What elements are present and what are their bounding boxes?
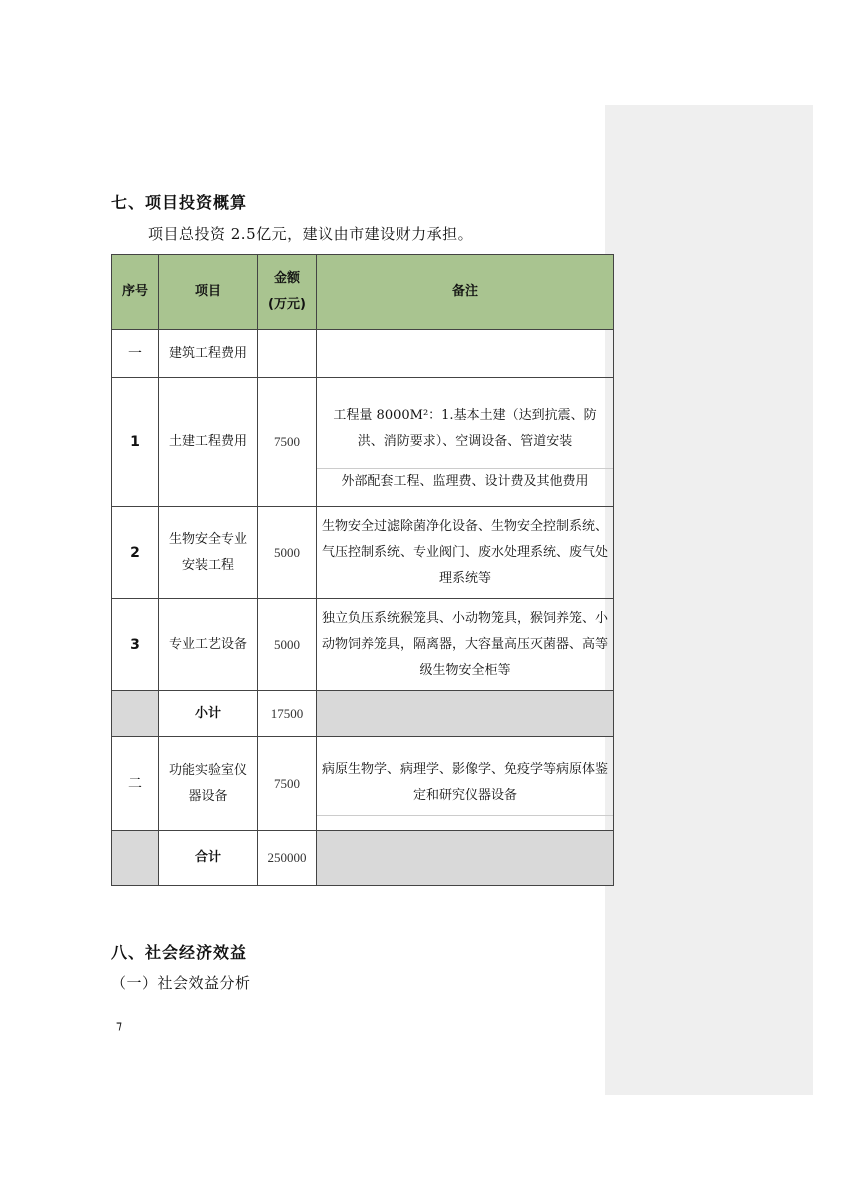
row-item: 建筑工程费用 — [159, 330, 258, 378]
row-item: 小计 — [159, 691, 258, 737]
row-note — [317, 831, 614, 886]
header-amount-line2: (万元) — [268, 297, 306, 312]
row-amount: 5000 — [258, 507, 317, 599]
row-note-part-a: 病原生物学、病理学、影像学、免疫学等病原体鉴定和研究仪器设备 — [317, 751, 613, 816]
row-note — [317, 378, 614, 507]
comment-pane — [605, 105, 813, 1095]
section-8-sub1: （一）社会效益分析 — [111, 974, 251, 992]
row-amount — [258, 330, 317, 378]
row-item: 土建工程费用 — [159, 378, 258, 507]
row-seq: 2 — [112, 507, 159, 599]
row-note-part-a: 工程量 8000M²：1.基本土建（达到抗震、防洪、消防要求）、空调设备、管道安装 — [317, 390, 613, 469]
table-row — [112, 330, 614, 378]
subtotal-row — [112, 691, 614, 737]
row-amount: 7500 — [258, 378, 317, 507]
row-amount: 250000 — [258, 831, 317, 886]
row-amount: 17500 — [258, 691, 317, 737]
row-note — [317, 737, 614, 831]
row-seq: 1 — [112, 378, 159, 507]
table-row — [112, 737, 614, 831]
table-row — [112, 507, 614, 599]
section-7-heading: 七、项目投资概算 — [111, 193, 248, 212]
row-amount: 5000 — [258, 599, 317, 691]
row-note: 生物安全过滤除菌净化设备、生物安全控制系统、气压控制系统、专业阀门、废水处理系统、废气处理系统等 — [317, 507, 614, 599]
total-row — [112, 831, 614, 886]
header-note: 备注 — [317, 255, 614, 330]
header-amount — [258, 255, 317, 330]
row-note-part-b: 外部配套工程、监理费、设计费及其他费用 — [341, 473, 589, 489]
header-seq: 序号 — [112, 255, 159, 330]
row-seq — [112, 691, 159, 737]
row-seq — [112, 831, 159, 886]
row-note — [317, 330, 614, 378]
row-seq: 一 — [112, 330, 159, 378]
row-item: 专业工艺设备 — [159, 599, 258, 691]
section-8-heading: 八、社会经济效益 — [111, 943, 248, 962]
row-amount: 7500 — [258, 737, 317, 831]
row-seq: 二 — [112, 737, 159, 831]
row-item: 生物安全专业安装工程 — [159, 507, 258, 599]
section-7-intro: 项目总投资 2.5亿元，建议由市建设财力承担。 — [148, 225, 474, 243]
header-item: 项目 — [159, 255, 258, 330]
table-row — [112, 599, 614, 691]
investment-table — [111, 254, 614, 886]
header-amount-line1: 金额 — [273, 271, 300, 286]
row-seq: 3 — [112, 599, 159, 691]
row-note: 独立负压系统猴笼具、小动物笼具，猴饲养笼、小动物饲养笼具，隔离器，大容量高压灭菌器、高等级生物安全柜等 — [317, 599, 614, 691]
row-item: 合计 — [159, 831, 258, 886]
row-item: 功能实验室仪器设备 — [159, 737, 258, 831]
paragraph-mark: ⁊ — [116, 1018, 122, 1032]
table-header-row — [112, 255, 614, 330]
table-row — [112, 378, 614, 507]
row-note — [317, 691, 614, 737]
